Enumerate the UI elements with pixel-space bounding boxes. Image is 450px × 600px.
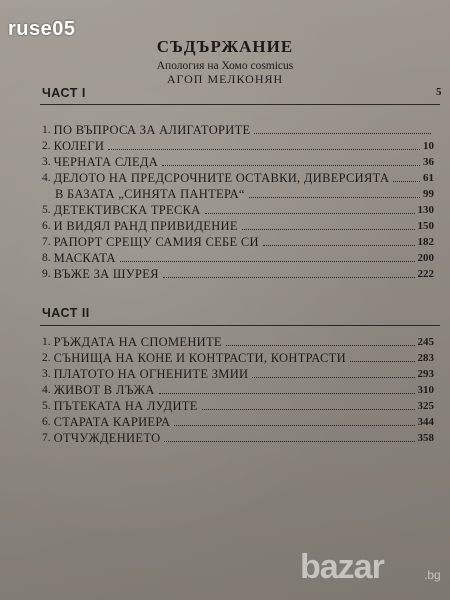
- toc-entry-title: ЧЕРНАТА СЛЕДА: [53, 155, 159, 169]
- part-label: ЧАСТ I: [42, 86, 86, 100]
- toc-entry: [42, 349, 434, 365]
- toc-leader-dots: [174, 425, 414, 426]
- toc-entry: [42, 137, 434, 153]
- toc-leader-dots: [120, 261, 415, 262]
- toc-entry-title: ДЕЛОТО НА ПРЕДСРОЧНИТЕ ОСТАВКИ, ДИВЕРСИЯТА: [53, 171, 390, 185]
- bazar-logo-tld: .bg: [424, 568, 441, 582]
- toc-entry-page: 245: [417, 336, 434, 348]
- toc-entry-page: 283: [417, 352, 434, 364]
- toc-entry: [42, 249, 434, 265]
- toc-entry-page: 61: [423, 172, 434, 184]
- part-page-number: 5: [436, 86, 442, 98]
- toc-entry: [42, 381, 434, 397]
- page-title: СЪДЪРЖАНИЕ: [156, 37, 294, 56]
- toc-entry-number: 3.: [42, 368, 51, 380]
- toc-entry-title: ЖИВОТ В ЛЪЖА: [53, 383, 155, 397]
- toc-entry-number: 7.: [42, 236, 51, 248]
- toc-entry-title: В БАЗАТА „СИНЯТА ПАНТЕРА“: [55, 187, 245, 201]
- toc-entry-number: 1.: [42, 336, 51, 348]
- toc-entry: [42, 265, 434, 281]
- toc-entry-title: ПО ВЪПРОСА ЗА АЛИГАТОРИТЕ: [53, 123, 251, 137]
- toc-entry-page: 325: [417, 400, 434, 412]
- toc-leader-dots: [350, 361, 415, 362]
- toc-entry-number: 4.: [42, 384, 51, 396]
- toc-entry-page: 130: [417, 204, 434, 216]
- toc-leader-dots: [205, 213, 415, 214]
- toc-entry-number: 9.: [42, 268, 51, 280]
- toc-entry-page: 182: [417, 236, 434, 248]
- toc-entry-title: СТАРАТА КАРИЕРА: [53, 415, 171, 429]
- toc-entry: [42, 121, 434, 137]
- toc-leader-dots: [393, 181, 420, 182]
- toc-leader-dots: [249, 197, 420, 198]
- bazar-logo-text: bazar: [300, 548, 384, 586]
- toc-entry-title: ДЕТЕКТИВСКА ТРЕСКА: [53, 203, 201, 217]
- toc-entry: [42, 413, 434, 429]
- toc-entry-title: ВЪЖЕ ЗА ШУРЕЯ: [53, 267, 159, 281]
- toc-leader-dots: [242, 229, 415, 230]
- toc-leader-dots: [226, 345, 415, 346]
- toc-leader-dots: [108, 149, 420, 150]
- toc-entry-title: РАПОРТ СРЕЩУ САМИЯ СЕБЕ СИ: [53, 235, 259, 249]
- toc-entry-number: 4.: [42, 172, 51, 184]
- toc-entry-title: ПЛАТОТО НА ОГНЕНИТЕ ЗМИИ: [53, 367, 249, 381]
- toc-entry-number: 7.: [42, 432, 51, 444]
- toc-leader-dots: [202, 409, 415, 410]
- toc-entry-page: 200: [417, 252, 434, 264]
- toc-entry-title: КОЛЕГИ: [53, 139, 105, 153]
- seller-watermark: ruse05: [8, 18, 76, 40]
- toc-entry-title: РЪЖДАТА НА СПОМЕНИТЕ: [53, 335, 222, 349]
- toc-leader-dots: [254, 133, 431, 134]
- toc-entry-page: 293: [417, 368, 434, 380]
- toc-entry-page: 310: [417, 384, 434, 396]
- toc-entry-number: 6.: [42, 416, 51, 428]
- toc-entry: [42, 429, 434, 445]
- toc-entry: [42, 169, 434, 185]
- toc-entry-number: 2.: [42, 140, 51, 152]
- book-author: АГОП МЕЛКОНЯН: [166, 72, 284, 86]
- toc-entry-page: 358: [417, 432, 434, 444]
- toc-entry-number: 3.: [42, 156, 51, 168]
- toc-entry-page: 10: [423, 140, 434, 152]
- toc-entry-title: СЪНИЩА НА КОНЕ И КОНТРАСТИ, КОНТРАСТИ: [53, 351, 346, 365]
- toc-entry-title: ОТЧУЖДЕНИЕТО: [53, 431, 161, 445]
- toc-entry: [42, 333, 434, 349]
- toc-entry: [42, 365, 434, 381]
- toc-leader-dots: [263, 245, 415, 246]
- toc-leader-dots: [159, 393, 415, 394]
- bazar-logo: [300, 548, 450, 588]
- toc-entry-title: И ВИДЯЛ РАНД ПРИВИДЕНИЕ: [53, 219, 238, 233]
- part-label: ЧАСТ II: [42, 306, 90, 320]
- toc-entry: [42, 233, 434, 249]
- toc-entry: [42, 397, 434, 413]
- toc-entry-title: МАСКАТА: [53, 251, 116, 265]
- toc-entry: [42, 201, 434, 217]
- toc-entry: [42, 153, 434, 169]
- part-divider-1: [40, 104, 440, 105]
- toc-entry-page: 150: [417, 220, 434, 232]
- toc-entry-number: 6.: [42, 220, 51, 232]
- toc-entry-page: 99: [423, 188, 434, 200]
- toc-leader-dots: [164, 441, 414, 442]
- toc-entry-number: 5.: [42, 204, 51, 216]
- toc-entry-page: 36: [423, 156, 434, 168]
- toc-entry-page: 344: [417, 416, 434, 428]
- part-heading-2: [42, 306, 442, 320]
- toc-entry-continuation: [55, 185, 434, 201]
- toc-entry-number: 1.: [42, 124, 51, 136]
- toc-entry-number: 2.: [42, 352, 51, 364]
- toc-entry-page: 222: [417, 268, 434, 280]
- toc-entry-title: ПЪТЕКАТА НА ЛУДИТЕ: [53, 399, 198, 413]
- book-subtitle: Апология на Хомо cosmicus: [156, 60, 294, 72]
- toc-entry-number: 8.: [42, 252, 51, 264]
- toc-leader-dots: [162, 165, 420, 166]
- toc-leader-dots: [252, 377, 414, 378]
- part-heading-1: [42, 86, 442, 100]
- toc-leader-dots: [163, 277, 415, 278]
- part-divider-2: [40, 325, 440, 326]
- toc-entry-number: 5.: [42, 400, 51, 412]
- toc-entry: [42, 217, 434, 233]
